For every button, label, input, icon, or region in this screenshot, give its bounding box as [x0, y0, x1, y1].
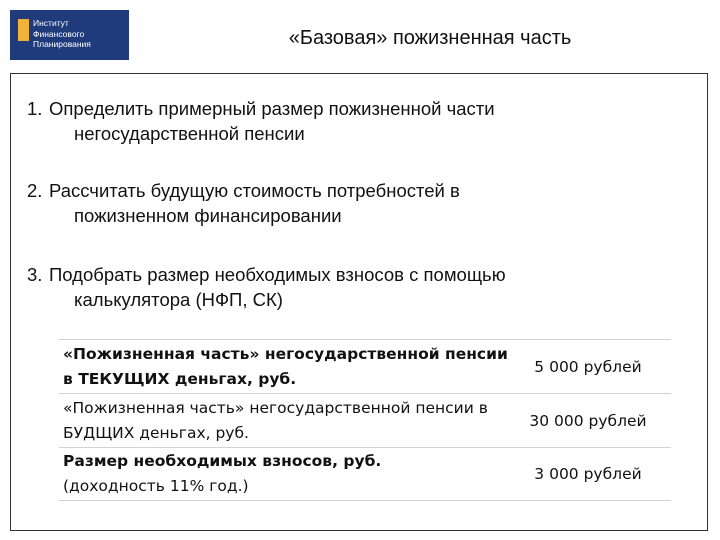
- step-item-3: [27, 262, 669, 312]
- content-panel: [10, 73, 708, 531]
- step-number: 1.: [27, 98, 43, 119]
- institute-logo: [10, 10, 129, 60]
- step-line-2: пожизненном финансировании: [74, 205, 342, 226]
- logo-mark-icon: [18, 19, 29, 41]
- row-value: 30 000 рублей: [529, 411, 647, 430]
- logo-line-3: Планирования: [33, 39, 91, 49]
- row-label: [59, 396, 513, 446]
- row-label-line-2: БУДЩИХ деньгах, руб.: [63, 423, 249, 442]
- step-line-2: негосударственной пенсии: [74, 123, 305, 144]
- step-line-2: калькулятора (НФП, СК): [74, 289, 283, 310]
- table-row: [59, 393, 671, 447]
- row-label-line-2: (доходность 11% год.): [63, 477, 249, 495]
- row-label-line-1: «Пожизненная часть» негосударственной пенсии: [63, 344, 508, 363]
- logo-text: [33, 18, 91, 50]
- step-item-2: [27, 178, 669, 228]
- row-label: [59, 342, 513, 392]
- logo-line-1: Институт: [33, 18, 69, 28]
- slide-title: «Базовая» пожизненная часть: [288, 27, 572, 49]
- table-row: [59, 339, 671, 393]
- step-number: 2.: [27, 180, 43, 201]
- step-line-1: Подобрать размер необходимых взносов с помощью: [49, 264, 506, 285]
- logo-line-2: Финансового: [33, 28, 85, 39]
- row-value: 5 000 рублей: [534, 357, 642, 376]
- row-label-line-2: в ТЕКУЩИХ деньгах, руб.: [63, 369, 297, 388]
- step-line-1: Определить примерный размер пожизненной части: [49, 98, 495, 119]
- row-label: [59, 449, 513, 499]
- summary-table: [59, 339, 671, 501]
- row-label-line-1: Размер необходимых взносов, руб.: [63, 452, 382, 470]
- row-label-line-1: «Пожизненная часть» негосударственной пенсии в: [63, 398, 488, 417]
- step-number: 3.: [27, 264, 43, 285]
- step-line-1: Рассчитать будущую стоимость потребностей в: [49, 180, 460, 201]
- table-row: [59, 447, 671, 501]
- row-value: 3 000 рублей: [534, 465, 642, 483]
- step-item-1: [27, 96, 669, 146]
